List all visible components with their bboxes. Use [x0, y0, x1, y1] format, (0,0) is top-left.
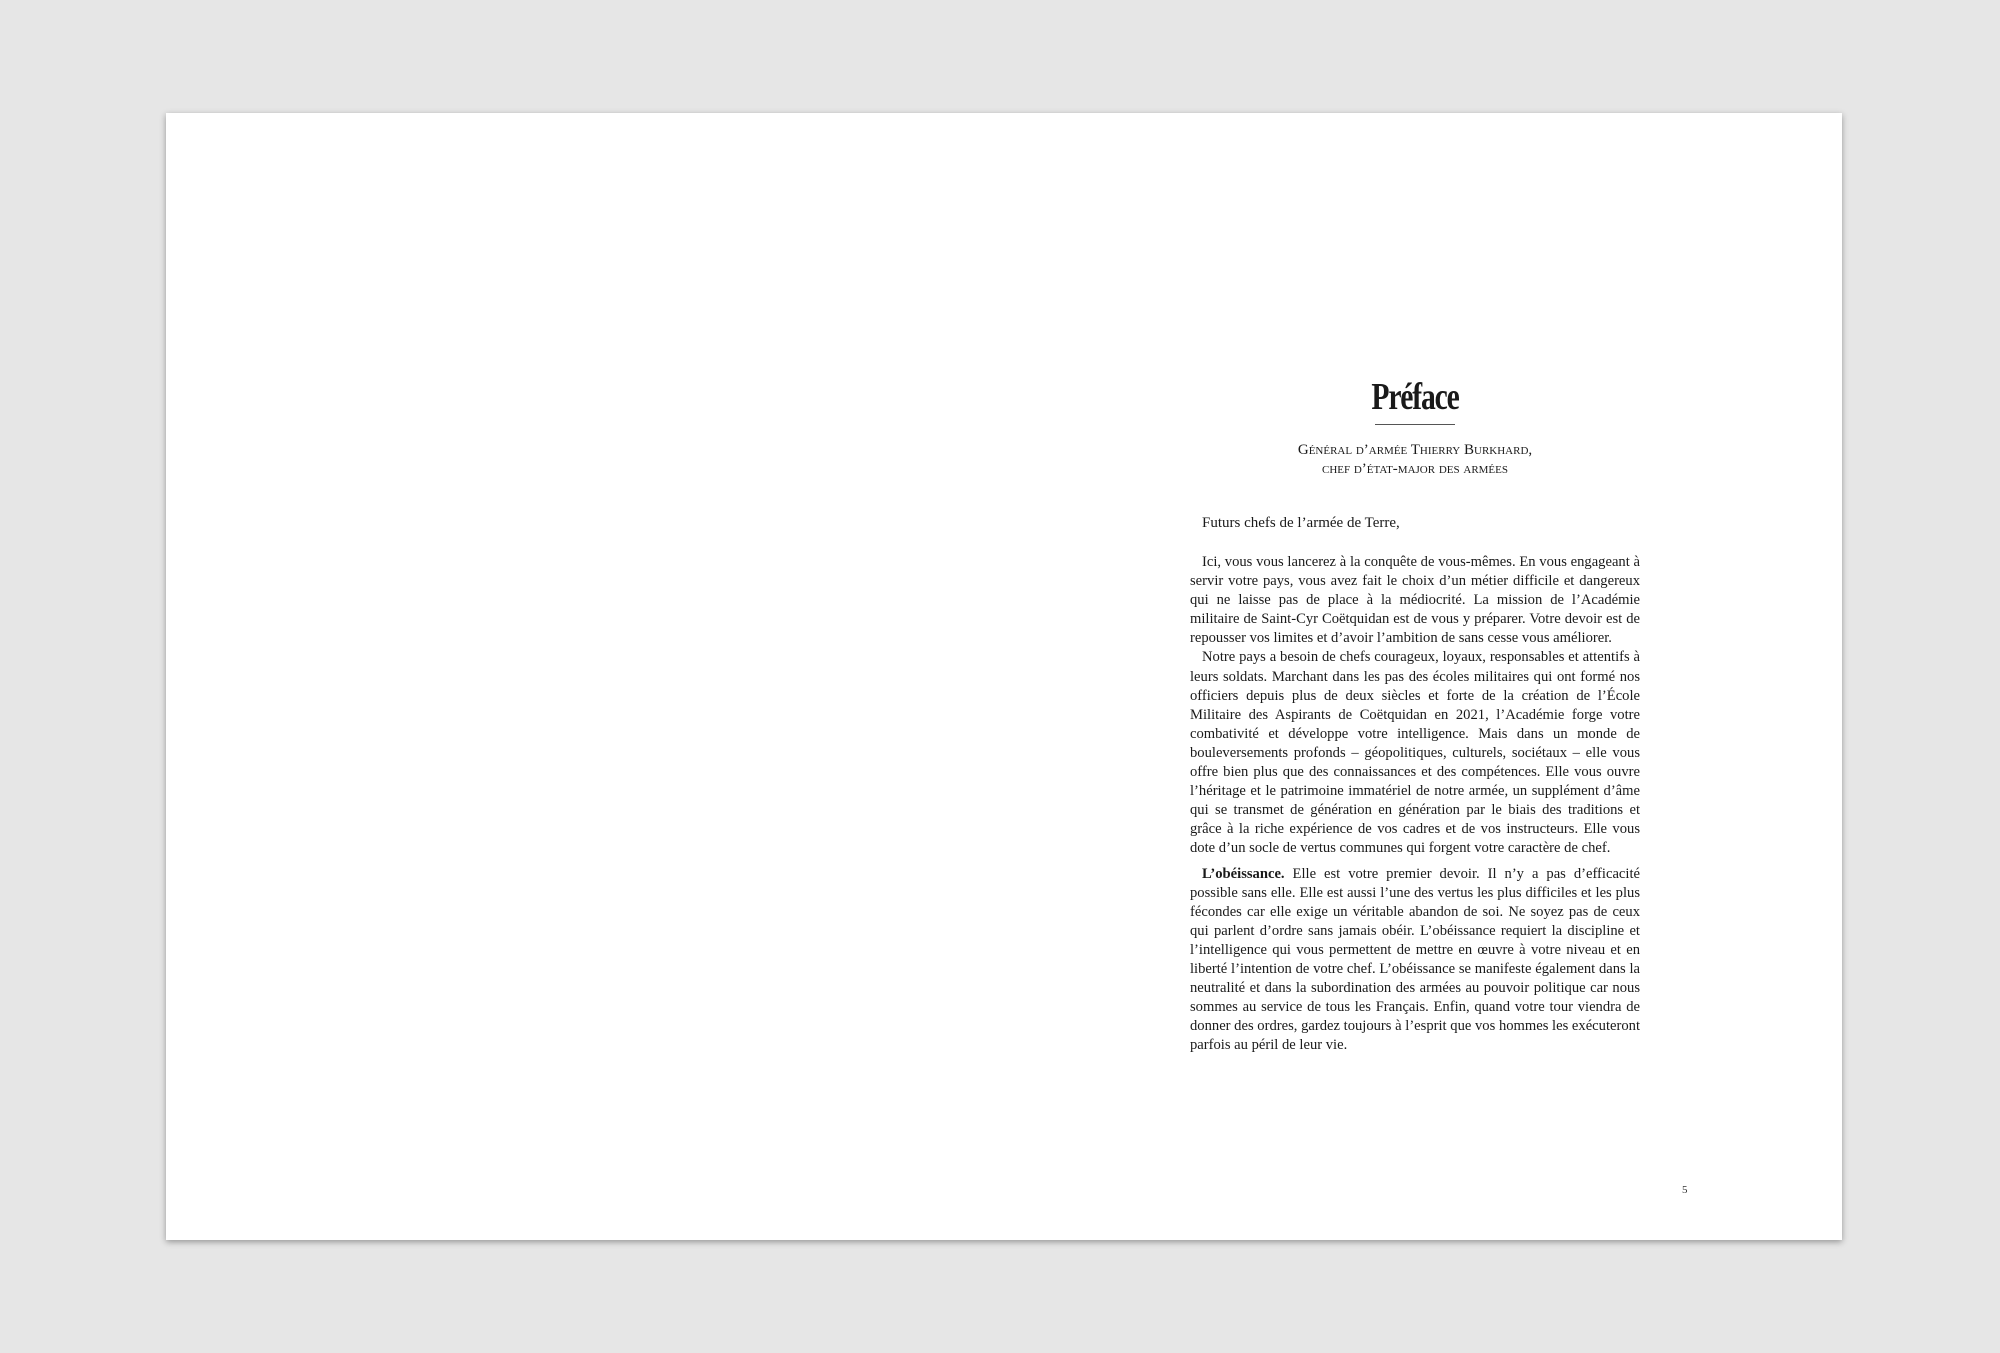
- page-title: Préface: [1371, 376, 1459, 418]
- author-name: Général d’armée Thierry Burkhard,: [1297, 442, 1533, 458]
- salutation: Futurs chefs de l’armée de Terre,: [1202, 515, 1400, 531]
- left-page-blank: [166, 113, 1004, 1240]
- paragraph-3-text: Elle est votre premier devoir. Il n’y a pas d’efficacité possible sans elle. Elle est aussi l’une des vertus les plus difficiles et les plus fécondes car elle exige un véritable abandon de soi. Ne soyez pas de ceux qui parlent d’ordre sans jamais obéir. L’obéissance requiert la discipline et l’intelligence qui vous permettent de mettre en œuvre à votre niveau et en liberté l’intention de votre chef. L’obéissance se manifeste également dans la neutralité et dans la subordination des armées au pouvoir politique car nous sommes au service de tous les Français. Enfin, quand votre tour viendra de donner des ordres, gardez toujours à l’esprit que vos hommes les exécuteront parfois au péril de leur vie.: [1190, 865, 1640, 1054]
- author-role: chef d’état-major des armées: [1322, 461, 1508, 477]
- paragraph-1: Ici, vous vous lancerez à la conquête de vous-mêmes. En vous engageant à servir votre pays, vous avez fait le choix d’un métier difficile et dangereux qui ne laisse pas de place à la médiocrité. La mission de l’Académie militaire de Saint-Cyr Coëtquidan est de vous y préparer. Votre devoir est de repousser vos limites et d’avoir l’ambition de sans cesse vous améliorer.: [1190, 554, 1640, 647]
- page-number: 5: [1682, 1184, 1688, 1196]
- paragraph-2: Notre pays a besoin de chefs courageux, loyaux, responsables et attentifs à leurs soldats. Marchant dans les pas des écoles militaires qui ont formé nos officiers depuis plus de deux siècles et forte de la création de l’École Militaire des Aspirants de Coëtquidan en 2021, l’Académie forge votre combativité et développe votre intelligence. Mais dans un monde de bouleversements profonds – géopolitiques, culturels, sociétaux – elle vous offre bien plus que des connaissances et des compétences. Elle vous ouvre l’héritage et le patrimoine immatériel de notre armée, un supplément d’âme qui se transmet de génération en génération par le biais des traditions et grâce à la riche expérience de vos cadres et de vos instructeurs. Elle vous dote d’un socle de vertus communes qui forgent votre caractère de chef.: [1190, 649, 1640, 857]
- paragraph-3-lead: L’obéissance.: [1202, 865, 1285, 882]
- author-block: [1190, 441, 1640, 479]
- paragraph-3: [1190, 865, 1640, 1056]
- body-text: [1190, 553, 1640, 1055]
- right-page: [1004, 113, 1842, 1240]
- title-divider: [1375, 424, 1455, 425]
- book-spread: [166, 113, 1842, 1240]
